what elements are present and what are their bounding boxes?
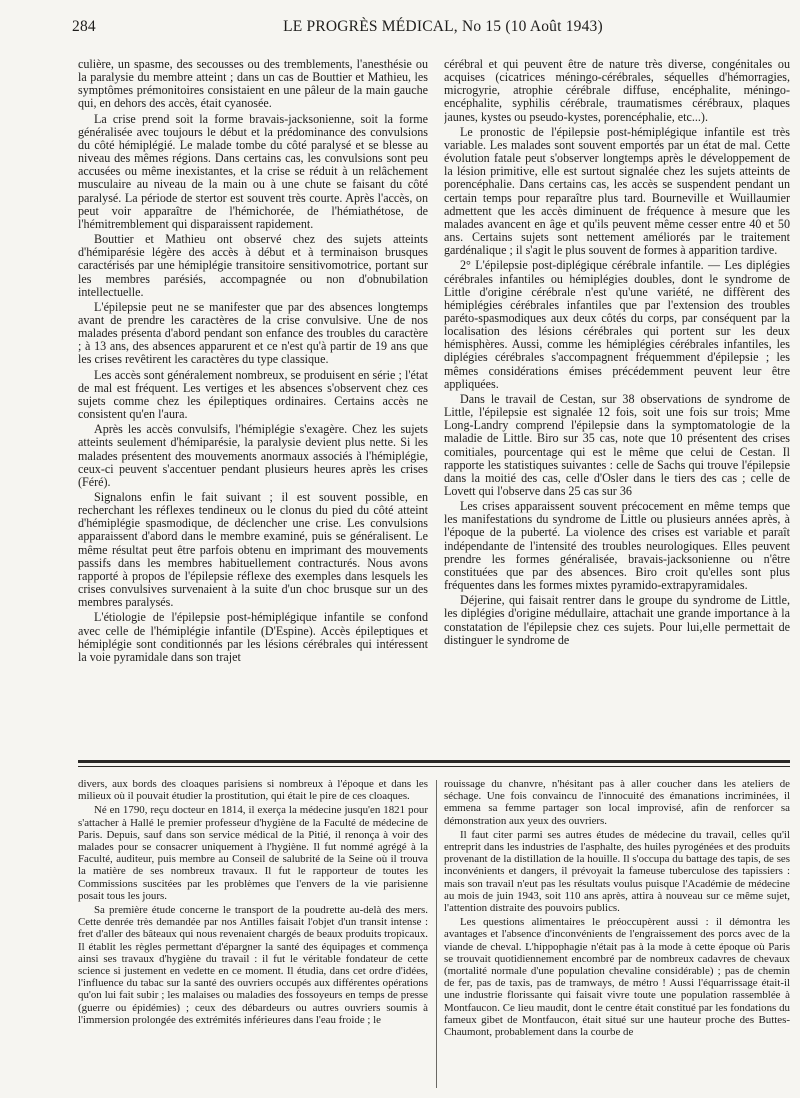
- running-head: [72, 14, 774, 38]
- article-upper-right-column: [444, 58, 790, 752]
- paragraph: cérébral et qui peuvent être de nature très diverse, congénitales ou acquises (cicatrices méningo-cérébrales, séquelles d'hémorragies, microgyrie, atrophie cérébrale diffuse, encéphalite, méningo-encéphalite, syphilis cérébrale, traumatismes cérébraux, plaques jaunes, kystes ou pseudo-kystes, porencéphalie, etc...).: [444, 58, 790, 124]
- paragraph: Les questions alimentaires le préoccupèrent aussi : il démontra les avantages et l'absence d'inconvénients de l'engraissement des porcs avec de la viande de cheval. L'hippophagie n'était pas à la mode à cette époque où Paris se trouvait quotidiennement encombré par de nombreux cadavres de chevaux (mortalité normale d'une population chevaline considérable) ; pas de chemin de fer, pas de taxis, pas de tramways, de métro ! Aussi l'équarrissage était-il une industrie florissante qui faisait vivre toute une population rassemblée à Montfaucon. Ce lieu maudit, dont le centre était constitué par les fondations du fameux gibet de Montfaucon, était situé sur une hauteur proche des Buttes-Chaumont, probablement dans la courbe de: [444, 916, 790, 1039]
- paragraph: L'étiologie de l'épilepsie post-hémiplégique infantile se confond avec celle de l'hémiplégie infantile (D'Espine). Accès épileptiques et hémiplégie sont conditionnés par les lésions cérébrales qui intéressent la voie pyramidale dans son trajet: [78, 610, 428, 664]
- paragraph: divers, aux bords des cloaques parisiens si nombreux à l'époque et dans les milieux où il pouvait étudier la prostitution, qui était le pire de ces cloaques.: [78, 778, 428, 803]
- paragraph: Signalons enfin le fait suivant ; il est souvent possible, en recherchant les réflexes tendineux ou le clonus du pied du côté atteint d'hémiplégie spasmodique, de déclencher une crise. Les convulsions apparaissent d'abord dans le membre examiné, puis se généralisent. Le même résultat peut être parfois obtenu en imprimant des mouvements passifs dans les membres habituellement contracturés. Nous avons rapporté à propos de l'épilepsie réflexe des exemples dans lesquels les crises convulsives survenaient à la suite d'un choc brusque sur un des membres paralysés.: [78, 490, 428, 610]
- column-rule: [436, 780, 437, 1088]
- paragraph: Bouttier et Mathieu ont observé chez des sujets atteints d'hémiparésie légère des accès à début et à terminaison brusques caractérisés par une hémiplégie transitoire sensitivomotrice, portant sur les membres parésiés, accompagnée ou non d'obnubilation intellectuelle.: [78, 232, 428, 299]
- article-lower-left-column: [78, 778, 428, 1090]
- paragraph: La crise prend soit la forme bravais-jacksonienne, soit la forme généralisée avec toujours le début et la prédominance des convulsions du côté hémiplégié. Le malade tombe du côté paralysé et se blesse au niveau des mêmes régions. Dans certains cas, les convulsions sont peu accusées ou même inexistantes, et la crise se réduit à un relâchement musculaire au niveau de la main ou à une chute se faisant du côté paralysé. La période de stertor est souvent très courte. Après l'accès, on peut voir apparaître de l'hémichorée, de l'hémiathétose, de l'hémitremblement qui disparaissent rapidement.: [78, 111, 428, 231]
- paragraph: Les accès sont généralement nombreux, se produisent en série ; l'état de mal est fréquent. Les vertiges et les absences s'observent chez ces sujets comme chez les épileptiques ordinaires. Certains accès ne consistent qu'en l'aura.: [78, 367, 428, 422]
- paragraph: Après les accès convulsifs, l'hémiplégie s'exagère. Chez les sujets atteints seulement d'hémiparésie, la paralysie devient plus nette. Si les malades présentent des mouvements anormaux associés à l'hémiplégie, ceux-ci peuvent s'accentuer pendant plusieurs heures après les crises (Féré).: [78, 422, 428, 489]
- paragraph: Né en 1790, reçu docteur en 1814, il exerça la médecine jusqu'en 1821 pour s'attacher à Hallé le premier professeur d'hygiène de la Faculté de médecine de Paris. Depuis, sauf dans son service médical de la Pitié, il renonça à voir des malades pour se consacrer uniquement à l'hygiène. Il fut nommé agrégé à la Faculté, auditeur, puis membre au Conseil de salubrité de la Seine où il trouva la matière de ses nombreux travaux. Il fut le rapporteur de toutes les Commissions suscitées par les problèmes que l'envers de la vie parisienne posait tous les jours.: [78, 804, 428, 902]
- paragraph: Le pronostic de l'épilepsie post-hémiplégique infantile est très variable. Les malades sont souvent emportés par un état de mal. Cette évolution fatale peut s'observer longtemps après le développement de la lésion primitive, elle est surtout signalée chez les sujets atteints de porencéphalie. Dans certains cas, les accès se suspendent pendant un certain temps pour reparaître plus tard. Bourneville et Wuillaumier admettent que les accès diminuent de fréquence à mesure que les malades avancent en âge et qu'ils peuvent même cesser entre 40 et 50 ans. Certains sujets sont nettement améliorés par le traitement gardénalique ; il s'agit le plus souvent de formes à apparition tardive.: [444, 124, 790, 258]
- paragraph: Déjerine, qui faisait rentrer dans le groupe du syndrome de Little, les diplégies d'origine médullaire, attachait une grande importance à la constatation de l'épilepsie chez ces sujets. Pour lui,elle permettait de distinguer le syndrome de: [444, 593, 790, 647]
- article-lower-right-column: [444, 778, 790, 1090]
- article-upper-left-column: [78, 58, 428, 752]
- section-divider-thin: [78, 766, 790, 767]
- paragraph: culière, un spasme, des secousses ou des tremblements, l'anesthésie ou la paralysie du membre atteint ; dans un cas de Bouttier et Mathieu, les symptômes prémonitoires consistaient en une pâleur de la main gauche qui, en dehors des accès, était cyanosée.: [78, 58, 428, 111]
- paragraph: L'épilepsie peut ne se manifester que par des absences longtemps avant de prendre les caractères de la crise convulsive. Une de nos malades présenta d'abord pendant son enfance des troubles du caractère ; à 13 ans, des absences apparurent et ce n'est qu'à partir de 19 ans que les crises revêtirent les caractères du type classique.: [78, 299, 428, 367]
- paragraph: Les crises apparaissent souvent précocement en même temps que les manifestations du syndrome de Little ou plusieurs années après, à l'époque de la puberté. La violence des crises est variable et paraît indépendante de l'intensité des troubles neurologiques. Elles peuvent prendre les formes généralisée, bravais-jacksonienne ou n'être constituées que par des absences. Biro croit qu'elles sont plus fréquentes dans les formes mixtes pyramido-extrapyramidales.: [444, 499, 790, 593]
- paragraph: rouissage du chanvre, n'hésitant pas à aller coucher dans les ateliers de séchage. Une fois convaincu de l'innocuité des émanations incriminées, il emmena sa femme partager son local improvisé, afin de renforcer sa démonstration aux yeux des ouvriers.: [444, 778, 790, 827]
- paragraph: Il faut citer parmi ses autres études de médecine du travail, celles qu'il entreprit dans les industries de l'asphalte, des huiles pyrogénées et des produits provenant de la distillation de la houille. Il s'occupa du battage des tapis, de ses inconvénients et dangers, il prévoyait la fameuse tuberculose des tapissiers : mais son travail n'eut pas les résultats voulus puisque l'Académie de médecine au mois de juin 1943, soit 110 ans après, attira à nouveau sur ce même sujet, l'attention distraite des pouvoirs publics.: [444, 828, 790, 915]
- page-number: 284: [72, 18, 96, 35]
- paragraph: Sa première étude concerne le transport de la poudrette au-delà des mers. Cette denrée très demandée par nos Antilles faisait l'objet d'un transit intense : fret d'aller des bâteaux qui nous revenaient chargés de beaux produits tropicaux. Il établit les règles permettant d'épargner la santé des équipages et commença ainsi ses travaux d'hygiène du travail : il fut le véritable fondateur de cette science si justement en vedette en ce moment. Il étudia, dans cet ordre d'idées, l'influence du tabac sur la santé des ouvriers occupés aux différentes opérations qu'on lui fait subir ; les malaises ou maladies des fossoyeurs en temps de presse (guerre ou épidémies) ; ceux des débardeurs ou autres ouvriers soumis à l'immersion prolongée des extrémités inférieures dans l'eau froide ; le: [78, 904, 428, 1026]
- journal-title: LE PROGRÈS MÉDICAL, No 15 (10 Août 1943): [283, 18, 603, 35]
- paragraph: Dans le travail de Cestan, sur 38 observations de syndrome de Little, l'épilepsie est signalée 12 fois, soit une fois sur trois; Mme Long-Landry comprend l'épilepsie dans la symptomatologie de la maladie de Little. Biro sur 35 cas, note que 10 présentent des crises comitiales, pourcentage qui est le même que celui de Cestan. Il rapporte les statistiques suivantes : celle de Sachs qui trouve l'épilepsie dans la moitié des cas, celle d'Osler dans le tiers des cas ; celle de Lovett qui l'observe dans 25 cas sur 36: [444, 391, 790, 498]
- section-divider-thick: [78, 760, 790, 763]
- section-paragraph-post-diplegique: 2° L'épilepsie post-diplégique cérébrale infantile. — Les diplégies cérébrales infantiles ou hémiplégies doubles, dont le syndrome de Little d'origine cérébrale n'est qu'une variété, ne diffèrent des hémiplégies cérébrales infantiles que par l'extension des troubles paréto-spasmodiques aux deux côtés du corps, par conséquent par la localisation des lésions cérébrales qui portent sur les deux hémisphères. Aussi, comme les hémiplégies cérébrales infantiles, les diplégies cérébrales s'accompagnent fréquemment d'épilepsie ; les mêmes considérations émises précédemment peuvent leur être appliquées.: [444, 258, 790, 391]
